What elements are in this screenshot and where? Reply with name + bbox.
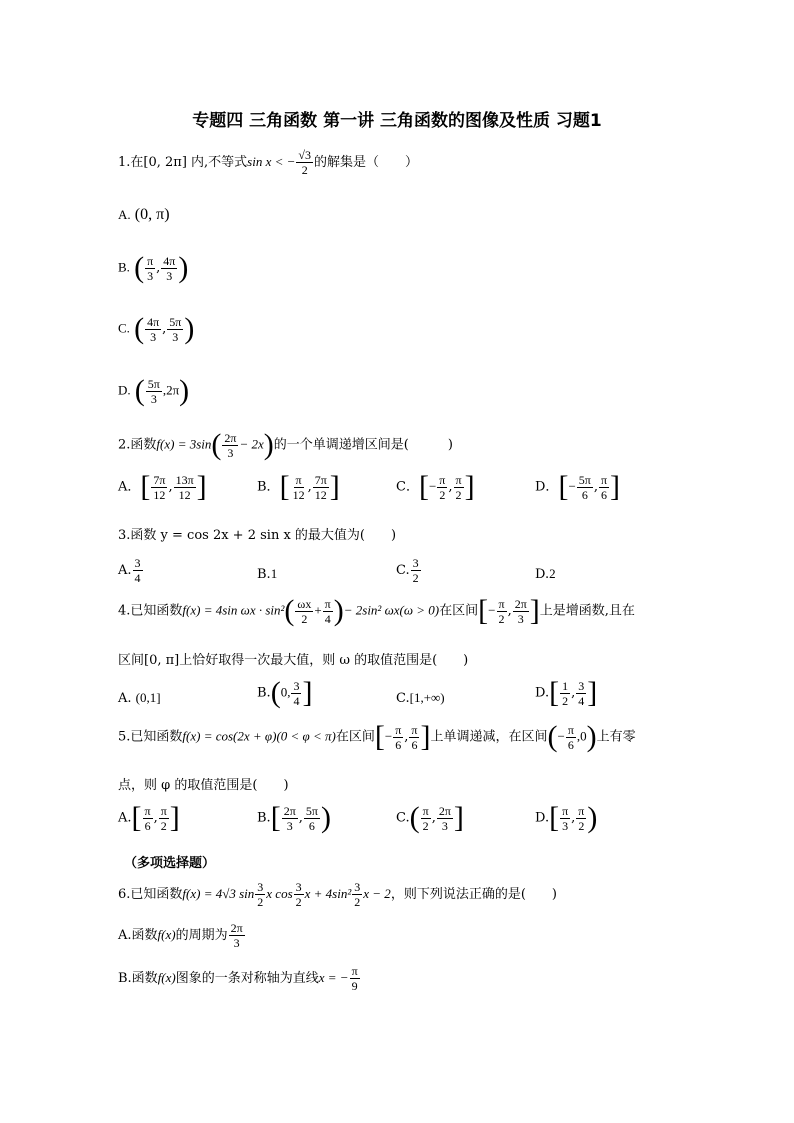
page-title: 专题四 三角函数 第一讲 三角函数的图像及性质 习题1: [192, 111, 602, 131]
question-4-option-c: C.[1,+∞): [396, 690, 445, 706]
question-4-option-b: B.(0, $\frac{3}{4}$ ]: [257, 676, 313, 709]
question-4-option-a: A. (0,1]: [118, 690, 161, 706]
question-5-option-d: D.[ $\frac{\pi}{3}$ , $\frac{\pi}{2}$ ): [535, 801, 598, 834]
question-5-stem-line-2: 点，则 φ 的取值范围是( ): [118, 778, 289, 793]
question-5-option-c: C.( $\frac{\pi}{2}$ , $\frac{2\pi}{3}$ ]: [396, 801, 464, 834]
question-6-option-a: A.函数f(x)的周期为 $\frac{2\pi}{3}$: [118, 921, 243, 950]
question-2-option-a: A．[ $\frac{7\pi}{12}$ , $\frac{13\pi}{12}$ ]: [118, 470, 207, 503]
question-1-stem: 1.在[0, 2π] 内,不等式sin x < − $\frac{√3}{2}$ 的解集是（ ）: [118, 148, 419, 177]
question-3-stem: 3.函数 y = cos 2x + 2 sin x 的最大值为( ): [118, 528, 397, 543]
question-4-stem-line-2: 区间[0, π]上恰好取得一次最大值，则 ω 的取值范围是( ): [118, 653, 469, 668]
question-1-option-d: D. ( $\frac{5\pi}{3}$ ,2π): [118, 374, 190, 407]
question-1-option-b: B. ( $\frac{\pi}{3}$ , $\frac{4\pi}{3}$ ): [118, 251, 189, 284]
question-6-option-b: B.函数f(x)图象的一条对称轴为直线x = − $\frac{\pi}{9}$: [118, 964, 358, 993]
question-3-option-d: D.2: [535, 566, 556, 582]
question-2-option-d: D．[− $\frac{5\pi}{6}$ , $\frac{\pi}{6}$ ]: [535, 470, 621, 503]
question-5-option-b: B.[ $\frac{2\pi}{3}$ , $\frac{5\pi}{6}$ ): [257, 801, 331, 834]
question-4-option-d: D.[ $\frac{1}{2}$ , $\frac{3}{4}$ ]: [535, 676, 598, 709]
question-5-stem-line-1: 5.已知函数f(x) = cos(2x + φ)(0 < φ < π)在区间[− $\frac{\pi}{6}$ , $\frac{\pi}{6}$ ]上单调递减，在区间(− $\frac{\pi}{6}$ ,0)上有零: [118, 720, 636, 753]
question-5-option-a: A.[ $\frac{\pi}{6}$ , $\frac{\pi}{2}$ ]: [118, 801, 180, 834]
question-3-option-c: C. $\frac{3}{2}$: [396, 556, 419, 585]
question-6-stem: 6.已知函数f(x) = 4√3 sin $\frac{3}{2}$ x cos $\frac{3}{2}$ x + 4sin² $\frac{3}{2}$ x − 2，则下列说法正确的是( ): [118, 880, 557, 909]
question-3-option-b: B.1: [257, 566, 278, 582]
question-1-option-c: C. ( $\frac{4\pi}{3}$ , $\frac{5\pi}{3}$ ): [118, 312, 195, 345]
question-2-option-b: B．[ $\frac{\pi}{12}$ , $\frac{7\pi}{12}$ ]: [257, 470, 340, 503]
question-3-option-a: A. $\frac{3}{4}$: [118, 556, 141, 585]
section-header-multiple-choice: （多项选择题）: [124, 856, 216, 871]
question-1-option-a: A. (0, π): [118, 206, 170, 223]
question-4-stem-line-1: 4.已知函数f(x) = 4sin ωx · sin²( $\frac{\omega x}{2}$ + $\frac{\pi}{4}$ )− 2sin² ωx(ω > 0)在区间[− $\frac{\pi}{2}$ , $\frac{2\pi}{3}$ ]上是增函数,且在: [118, 594, 635, 627]
question-2-option-c: C．[− $\frac{\pi}{2}$ , $\frac{\pi}{2}$ ]: [396, 470, 475, 503]
question-2-stem: 2.函数f(x) = 3sin( $\frac{2\pi}{3}$ − 2x)的一个单调递增区间是( ): [118, 428, 453, 461]
